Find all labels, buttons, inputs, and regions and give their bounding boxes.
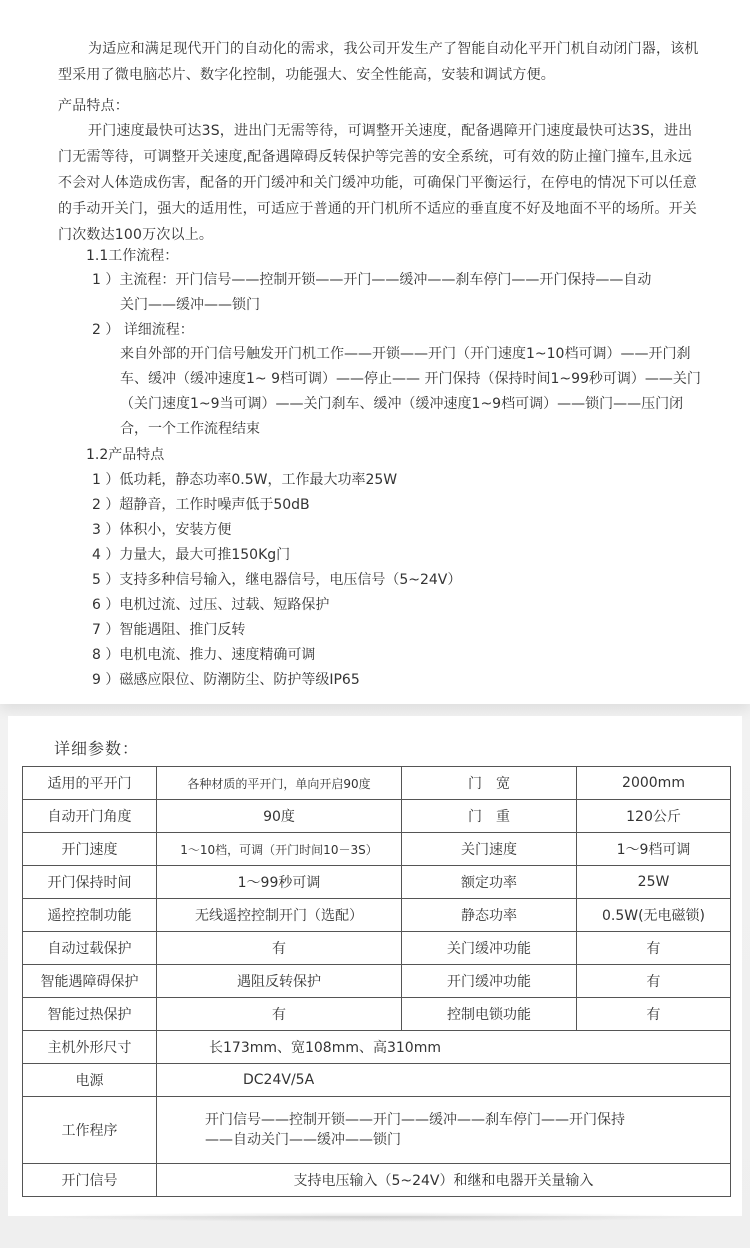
table-row [23,1097,731,1164]
param-value: 无线遥控控制开门（选配） [157,899,402,932]
param-value: 90度 [157,800,402,833]
param-value: DC24V/5A [157,1064,731,1097]
param-label: 开门信号 [23,1164,157,1197]
feature-item: 2 ）超静音，工作时噪声低于50dB [92,497,310,513]
param-value: 1～10档，可调（开门时间10－3S） [157,833,402,866]
param-label: 控制电锁功能 [402,998,577,1031]
param-label: 主机外形尺寸 [23,1031,157,1064]
main-flow-continued: 关门——缓冲——锁门 [120,297,260,313]
param-value: 长173mm、宽108mm、高310mm [157,1031,731,1064]
feature-item: 8 ）电机电流、推力、速度精确可调 [92,647,316,663]
workflow-heading: 1.1工作流程： [86,248,179,264]
params-table [22,766,731,1197]
param-label: 智能过热保护 [23,998,157,1031]
param-label: 开门速度 [23,833,157,866]
param-value: 1～99秒可调 [157,866,402,899]
intro-paragraph: 为适应和满足现代开门的自动化的需求，我公司开发生产了智能自动化平开门机自动闭门器，该机型采用了微电脑芯片、数字化控制，功能强大、安全性能高，安装和调试方便。 [58,41,699,83]
table-row [23,998,731,1031]
param-label: 开门保持时间 [23,866,157,899]
param-label: 适用的平开门 [23,767,157,800]
param-label: 关门缓冲功能 [402,932,577,965]
param-value: 1～9档可调 [577,833,731,866]
table-row [23,800,731,833]
feature-item: 9 ）磁感应限位、防潮防尘、防护等级IP65 [92,672,360,688]
detail-flow-text: 来自外部的开门信号触发开门机工作——开锁——开门（开门速度1~10档可调）——开门刹车、缓冲（缓冲速度1~ 9档可调）——停止—— 开门保持（保持时间1~99秒可调）——关门（关门速度1~9当可调）——关门刹车、缓冲（缓冲速度1~9档可调）——锁门——压门闭合，一个工作流程结束 [120,346,701,437]
param-label: 工作程序 [23,1097,157,1164]
footer-shadow [40,1212,710,1222]
param-label: 关门速度 [402,833,577,866]
param-label: 门 宽 [402,767,577,800]
table-row [23,965,731,998]
param-value: 遇阻反转保护 [157,965,402,998]
param-label: 开门缓冲功能 [402,965,577,998]
param-value: 有 [577,965,731,998]
table-row [23,767,731,800]
param-label: 电源 [23,1064,157,1097]
table-row [23,833,731,866]
table-row [23,899,731,932]
param-value: 2000mm [577,767,731,800]
param-value: 120公斤 [577,800,731,833]
feature-item: 3 ）体积小，安装方便 [92,522,232,538]
feature-item: 6 ）电机过流、过压、过载、短路保护 [92,597,330,613]
feature-item: 1 ）低功耗，静态功率0.5W，工作最大功率25W [92,472,398,488]
product-features-heading: 1.2产品特点 [86,447,165,463]
features-heading: 产品特点： [58,98,129,114]
param-label: 静态功率 [402,899,577,932]
program-line-2: ——自动关门——缓冲——锁门 [205,1132,401,1148]
param-value: 各种材质的平开门，单向开启90度 [157,767,402,800]
param-label: 遥控控制功能 [23,899,157,932]
feature-item: 4 ）力量大，最大可推150Kg门 [92,547,291,563]
param-label: 智能遇障碍保护 [23,965,157,998]
program-line-1: 开门信号——控制开锁——开门——缓冲——刹车停门——开门保持 [205,1112,625,1128]
table-row [23,1164,731,1197]
table-row [23,1064,731,1097]
features-paragraph: 开门速度最快可达3S，进出门无需等待，可调整开关速度，配备遇障开门速度最快可达3S，进出门无需等待，可调整开关速度,配备遇障碍反转保护等完善的安全系统，可有效的防止撞门撞车,且永远不会对人体造成伤害，配备的开门缓冲和关门缓冲功能，可确保门平衡运行，在停电的情况下可以任意的手动开关门，强大的适用性，可适应于普通的开门机所不适应的垂直度不好及地面不平的场所。开关门次数达100万次以上。 [58,123,697,243]
detail-flow-heading: 2 ） 详细流程： [92,322,194,338]
param-value: 有 [577,932,731,965]
param-value: 有 [157,998,402,1031]
table-row [23,932,731,965]
main-flow: 1 ）主流程：开门信号——控制开锁——开门——缓冲——刹车停门——开门保持——自动 [92,272,652,288]
param-label: 门 重 [402,800,577,833]
param-label: 自动过载保护 [23,932,157,965]
param-value: 有 [157,932,402,965]
param-value [157,1097,731,1164]
params-title: 详细参数： [54,739,140,758]
table-row [23,1031,731,1064]
feature-item: 7 ）智能遇阻、推门反转 [92,622,246,638]
param-label: 自动开门角度 [23,800,157,833]
param-value: 25W [577,866,731,899]
feature-item: 5 ）支持多种信号输入，继电器信号，电压信号（5~24V） [92,572,462,588]
param-value: 0.5W(无电磁锁) [577,899,731,932]
param-value: 有 [577,998,731,1031]
param-label: 额定功率 [402,866,577,899]
table-row [23,866,731,899]
param-value: 支持电压输入（5~24V）和继和电器开关量输入 [157,1164,731,1197]
